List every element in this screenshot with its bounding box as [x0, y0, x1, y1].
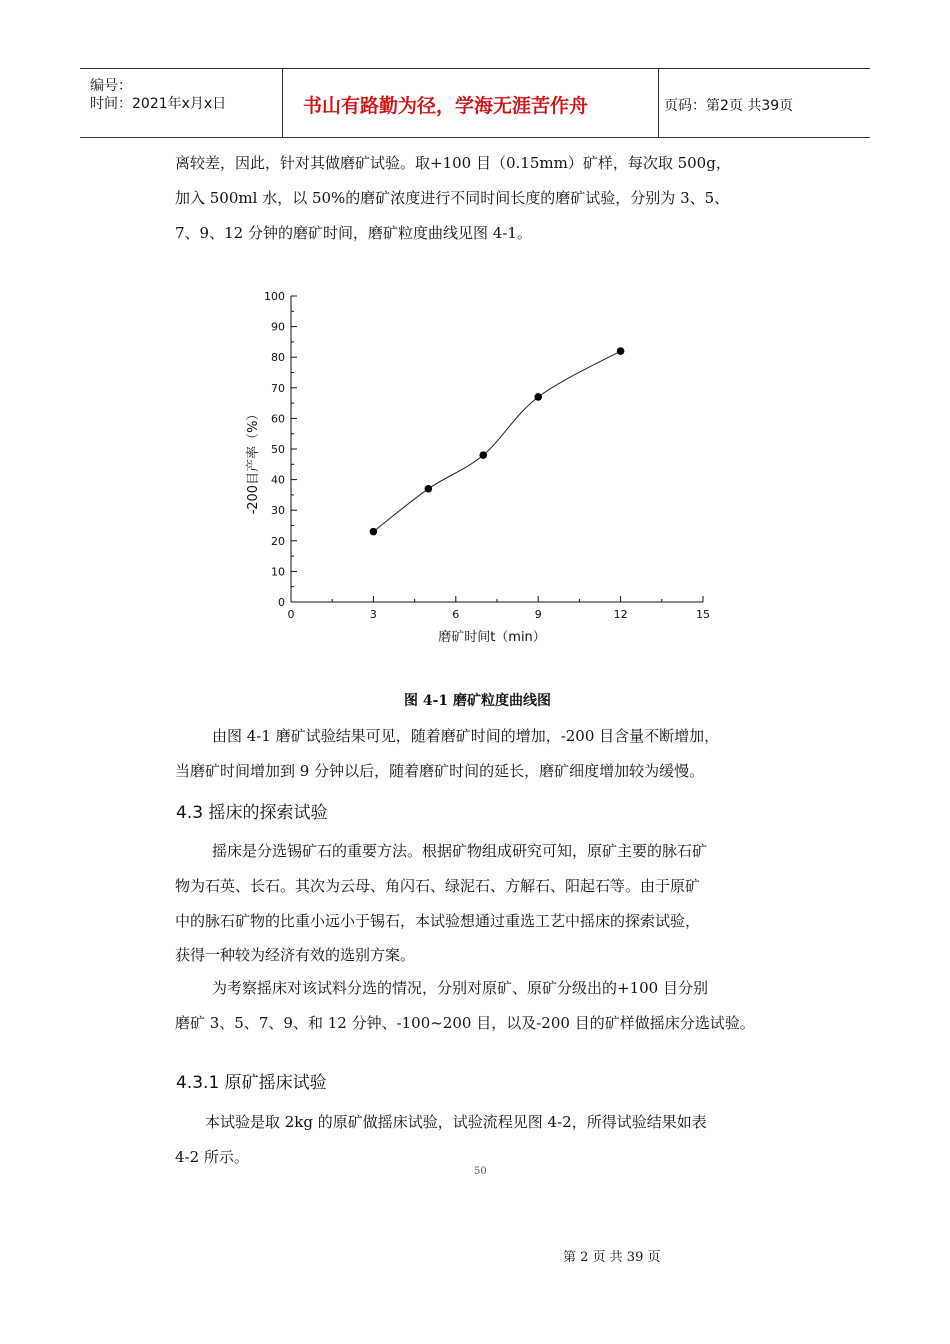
y-tick-label: 40 — [271, 473, 285, 487]
x-tick-label: 0 — [287, 608, 295, 621]
paragraph-1-line-1: 离较差，因此，针对其做磨矿试验。取+100 目（0.15mm）矿样，每次取 500g， — [175, 154, 731, 172]
y-tick-label: 30 — [271, 504, 285, 518]
page-footer: 第 2 页 共 39 页 — [563, 1250, 661, 1265]
series-line — [373, 351, 620, 532]
paragraph-4-line-2: 磨矿 3、5、7、9、和 12 分钟、-100~200 目，以及-200 目的矿样做摇床分选试验。 — [175, 1014, 755, 1032]
paragraph-5-line-2: 4-2 所示。 — [175, 1148, 249, 1166]
page-code: 页码：第2页 共39页 — [664, 98, 794, 114]
time-label: 时间：2021年x月x日 — [90, 96, 227, 112]
paragraph-5-line-1: 本试验是取 2kg 的原矿做摇床试验，试验流程见图 4-2，所得试验结果如表 — [205, 1113, 707, 1131]
x-tick-label: 6 — [452, 608, 460, 621]
x-tick-label: 15 — [696, 608, 710, 621]
paragraph-1-line-2: 加入 500ml 水，以 50%的磨矿浓度进行不同时间长度的磨矿试验，分别为 3、5、 — [175, 189, 730, 207]
section-heading-4-3: 4.3 摇床的探索试验 — [176, 803, 328, 823]
data-point — [617, 347, 625, 355]
serial-label: 编号： — [90, 78, 132, 94]
data-point — [479, 451, 487, 459]
x-tick-label: 12 — [613, 608, 628, 621]
page-marker: 50 — [474, 1166, 487, 1177]
y-tick-label: 90 — [271, 320, 285, 334]
x-tick-label: 3 — [369, 608, 377, 621]
section-heading-4-3-1: 4.3.1 原矿摇床试验 — [176, 1073, 327, 1093]
y-tick-label: 20 — [271, 534, 285, 548]
paragraph-3-line-1: 摇床是分选锡矿石的重要方法。根据矿物组成研究可知，原矿主要的脉石矿 — [212, 842, 708, 860]
paragraph-3-line-2: 物为石英、长石。其次为云母、角闪石、绿泥石、方解石、阳起石等。由于原矿 — [175, 877, 701, 895]
paragraph-1-line-3: 7、9、12 分钟的磨矿时间，磨矿粒度曲线见图 4-1。 — [175, 224, 532, 242]
paragraph-2-line-2: 当磨矿时间增加到 9 分钟以后，随着磨矿时间的延长，磨矿细度增加较为缓慢。 — [175, 762, 705, 780]
paragraph-3-line-4: 获得一种较为经济有效的选别方案。 — [175, 946, 416, 964]
y-tick-label: 0 — [278, 596, 285, 609]
paragraph-4-line-1: 为考察摇床对该试料分选的情况，分别对原矿、原矿分级出的+100 目分别 — [212, 979, 708, 997]
data-point — [425, 485, 433, 493]
paragraph-3-line-3: 中的脉石矿物的比重小远小于锡石，本试验想通过重选工艺中摇床的探索试验， — [175, 912, 701, 930]
figure-caption: 图 4-1 磨矿粒度曲线图 — [404, 693, 552, 709]
y-tick-label: 50 — [271, 443, 285, 456]
data-point — [370, 528, 378, 536]
paragraph-2-line-1: 由图 4-1 磨矿试验结果可见，随着磨矿时间的增加，-200 目含量不断增加， — [212, 727, 720, 745]
x-axis-title: 磨矿时间t（min） — [438, 630, 546, 645]
y-tick-label: 80 — [271, 351, 285, 365]
y-tick-label: 70 — [271, 381, 285, 395]
y-axis-title: -200目产率（%） — [246, 407, 261, 515]
y-tick-label: 60 — [271, 412, 285, 426]
y-tick-label: 10 — [271, 565, 285, 579]
motto-text: 书山有路勤为径，学海无涯苦作舟 — [303, 95, 589, 117]
y-tick-label: 100 — [264, 290, 285, 303]
x-tick-label: 9 — [534, 608, 542, 621]
data-point — [534, 393, 542, 401]
